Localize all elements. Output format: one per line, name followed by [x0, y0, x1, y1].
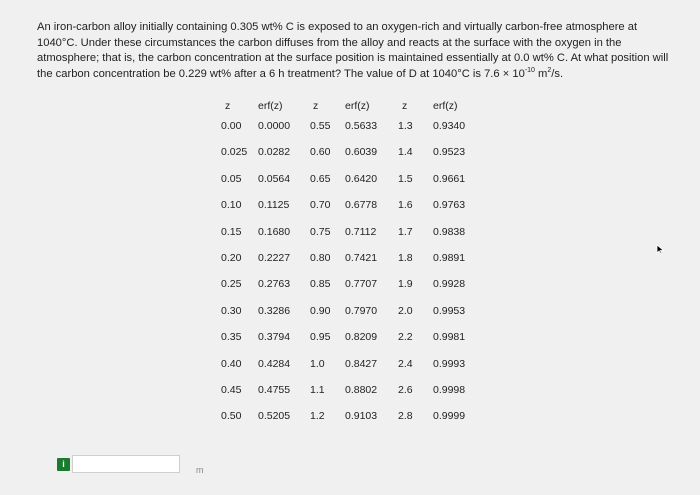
table-row — [205, 146, 505, 172]
erf-table-header — [205, 100, 505, 120]
erf-value-cell: 0.9993 — [433, 357, 466, 370]
z-value-cell: 0.75 — [310, 225, 331, 238]
erf-value-cell: 0.1125 — [258, 199, 290, 212]
erf-value-cell: 0.6778 — [345, 199, 378, 212]
erf-value-cell: 0.9953 — [433, 304, 466, 317]
header-z-1: z — [225, 100, 231, 112]
erf-value-cell: 0.4284 — [258, 357, 291, 370]
header-erf-3: erf(z) — [433, 100, 458, 112]
erf-value-cell: 0.7112 — [345, 225, 377, 238]
header-z-3: z — [402, 100, 408, 112]
z-value-cell: 1.6 — [398, 199, 413, 212]
erf-value-cell: 0.9891 — [433, 251, 466, 264]
erf-value-cell: 0.9999 — [433, 410, 466, 423]
z-value-cell: 1.8 — [398, 251, 413, 264]
table-row — [205, 199, 505, 225]
erf-value-cell: 0.6420 — [345, 172, 378, 185]
z-value-cell: 1.5 — [398, 172, 413, 185]
table-row — [205, 120, 505, 146]
erf-value-cell: 0.6039 — [345, 146, 378, 159]
erf-value-cell: 0.5633 — [345, 120, 378, 132]
z-value-cell: 0.25 — [221, 278, 242, 291]
erf-value-cell: 0.0564 — [258, 172, 291, 185]
z-value-cell: 0.65 — [310, 172, 331, 185]
z-value-cell: 1.4 — [398, 146, 413, 159]
z-value-cell: 0.95 — [310, 331, 331, 344]
header-erf-2: erf(z) — [345, 100, 370, 112]
erf-value-cell: 0.3794 — [258, 331, 291, 344]
z-value-cell: 0.50 — [221, 410, 242, 423]
z-value-cell: 0.40 — [221, 357, 242, 370]
erf-value-cell: 0.8209 — [345, 331, 378, 344]
question-unit-end: /s. — [551, 67, 564, 80]
erf-value-cell: 0.7421 — [345, 251, 378, 264]
erf-value-cell: 0.2763 — [258, 278, 291, 291]
table-row — [205, 278, 505, 304]
erf-value-cell: 0.9340 — [433, 120, 466, 132]
z-value-cell: 2.6 — [398, 383, 413, 396]
erf-value-cell: 0.9928 — [433, 278, 466, 291]
erf-table-body — [205, 120, 505, 437]
erf-value-cell: 0.9661 — [433, 172, 466, 185]
erf-value-cell: 0.2227 — [258, 251, 291, 264]
erf-value-cell: 0.8802 — [345, 383, 378, 396]
answer-input[interactable] — [72, 455, 180, 473]
question-exponent: -10 — [524, 66, 535, 74]
z-value-cell: 1.3 — [398, 120, 413, 132]
z-value-cell: 0.60 — [310, 146, 331, 159]
erf-value-cell: 0.0282 — [258, 146, 291, 159]
erf-value-cell: 0.9103 — [345, 410, 378, 423]
z-value-cell: 2.8 — [398, 410, 413, 423]
z-value-cell: 1.7 — [398, 225, 413, 238]
z-value-cell: 0.80 — [310, 251, 331, 264]
erf-value-cell: 0.0000 — [258, 120, 291, 132]
answer-bar — [57, 455, 180, 473]
z-value-cell: 0.15 — [221, 225, 242, 238]
z-value-cell: 2.0 — [398, 304, 413, 317]
z-value-cell: 0.70 — [310, 199, 331, 212]
table-row — [205, 252, 505, 278]
table-row — [205, 358, 505, 384]
z-value-cell: 0.35 — [221, 331, 242, 344]
z-value-cell: 0.20 — [221, 251, 242, 264]
table-row — [205, 173, 505, 199]
question-unit-exponent: 2 — [547, 66, 552, 74]
erf-value-cell: 0.1680 — [258, 225, 291, 238]
z-value-cell: 2.4 — [398, 357, 413, 370]
question-text — [37, 20, 677, 82]
z-value-cell: 1.1 — [310, 383, 325, 396]
info-icon[interactable]: i — [57, 458, 70, 471]
erf-value-cell: 0.8427 — [345, 357, 378, 370]
erf-value-cell: 0.9981 — [433, 331, 466, 344]
z-value-cell: 1.2 — [310, 410, 325, 423]
erf-value-cell: 0.9763 — [433, 199, 466, 212]
z-value-cell: 0.30 — [221, 304, 242, 317]
z-value-cell: 0.05 — [221, 172, 242, 185]
z-value-cell: 0.85 — [310, 278, 331, 291]
z-value-cell: 2.2 — [398, 331, 413, 344]
z-value-cell: 0.10 — [221, 199, 242, 212]
question-unit: m — [534, 67, 548, 80]
arrow-cursor-icon — [656, 244, 665, 255]
erf-value-cell: 0.7707 — [345, 278, 378, 291]
erf-table — [205, 100, 505, 437]
erf-value-cell: 0.9998 — [433, 383, 466, 396]
question-body: An iron-carbon alloy initially containing 0.305 wt% C is exposed to an oxygen-rich and virtually carbon-free atmosphere at 1040°C. Under these circumstances the carbon diffuses from the alloy and reacts at the surface with the oxygen in the atmosphere; that is, the carbon concentration at the surface position is maintained essentially at 0.0 wt% C. At what position will the carbon concentration be 0.229 wt% after a 6 h treatment? The value of D at 1040°C is 7.6 × 10 — [37, 21, 669, 80]
table-row — [205, 305, 505, 331]
z-value-cell: 1.9 — [398, 278, 413, 291]
header-erf-1: erf(z) — [258, 100, 283, 112]
table-row — [205, 384, 505, 410]
z-value-cell: 0.45 — [221, 383, 242, 396]
table-row — [205, 410, 505, 436]
header-z-2: z — [313, 100, 319, 112]
table-row — [205, 331, 505, 357]
erf-value-cell: 0.9523 — [433, 146, 466, 159]
z-value-cell: 0.025 — [221, 146, 248, 159]
z-value-cell: 0.00 — [221, 120, 242, 132]
erf-value-cell: 0.7970 — [345, 304, 378, 317]
z-value-cell: 1.0 — [310, 357, 325, 370]
erf-value-cell: 0.3286 — [258, 304, 291, 317]
answer-unit: m — [196, 465, 204, 475]
erf-value-cell: 0.9838 — [433, 225, 466, 238]
z-value-cell: 0.90 — [310, 304, 331, 317]
table-row — [205, 226, 505, 252]
erf-value-cell: 0.5205 — [258, 410, 291, 423]
erf-value-cell: 0.4755 — [258, 383, 291, 396]
z-value-cell: 0.55 — [310, 120, 331, 132]
